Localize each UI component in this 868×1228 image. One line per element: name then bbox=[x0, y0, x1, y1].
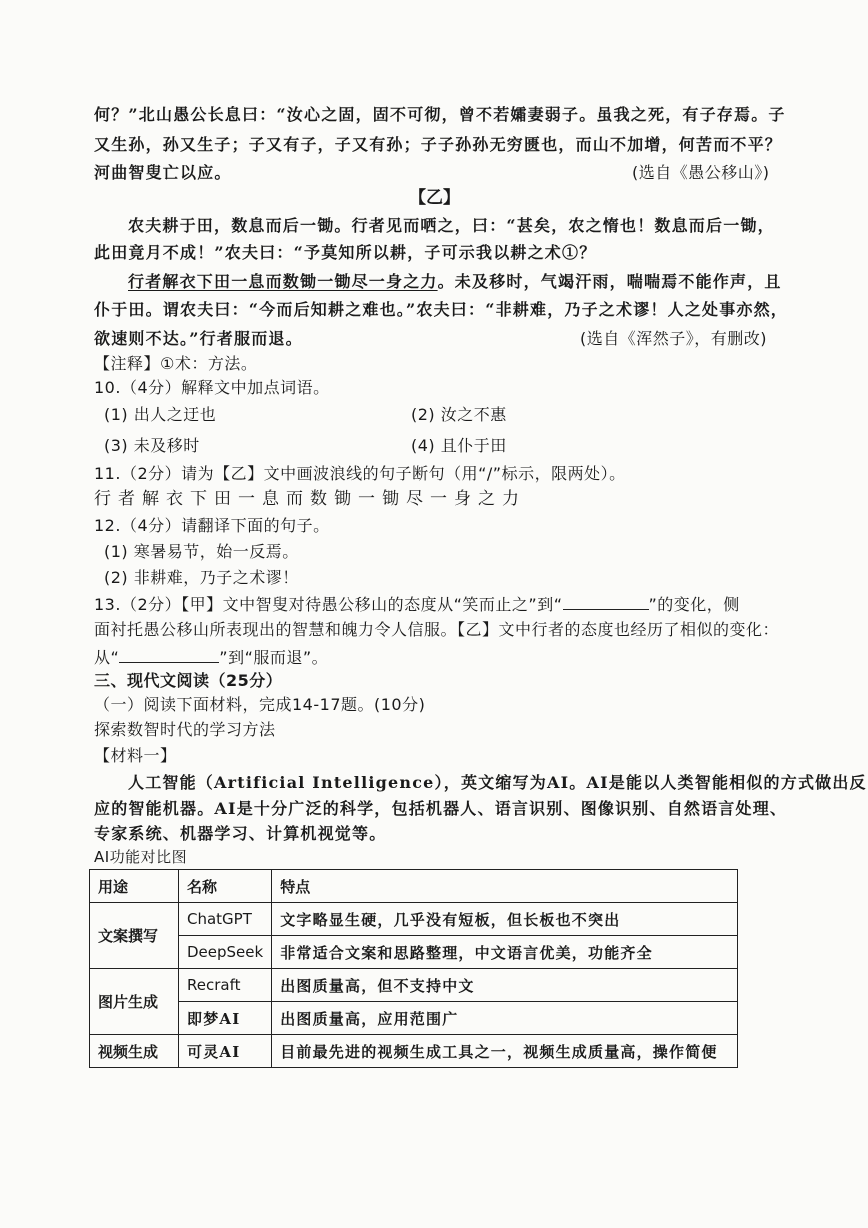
yi-p2-line-1: 行者解衣下田一息而数锄一锄尽一身之力。未及移时，气竭汗雨，喘喘焉不能作声，且 bbox=[128, 272, 782, 291]
yi-p1-line-1: 农夫耕于田，数息而后一锄。行者见而哂之，曰：“甚矣，农之惰也！数息而后一锄， bbox=[128, 216, 775, 235]
feature-cell: 出图质量高，但不支持中文 bbox=[272, 969, 738, 1002]
yi-p2-line-2: 仆于田。谓农夫曰：“今而后知耕之难也。”农夫曰：“非耕难，乃子之术谬！人之处事亦然， bbox=[94, 300, 789, 319]
wavy-underlined-sentence: 行者解衣下田一息而数锄一锄尽一身之力 bbox=[128, 272, 438, 291]
name-cell: ChatGPT bbox=[179, 903, 272, 936]
answer-blank-2[interactable] bbox=[119, 646, 219, 663]
jia-text-line-3: 河曲智叟亡以应。 bbox=[94, 163, 232, 182]
section-3-sub: （一）阅读下面材料，完成14-17题。(10分) bbox=[94, 695, 426, 714]
name-cell: 即梦AI bbox=[179, 1002, 272, 1035]
q12-item-1: (1) 寒暑易节，始一反焉。 bbox=[104, 542, 299, 561]
yi-header: 【乙】 bbox=[409, 188, 460, 208]
jia-source: (选自《愚公移山》) bbox=[632, 163, 770, 182]
header-feature: 特点 bbox=[272, 870, 738, 903]
q10-item-1: (1) 出人之迂也 bbox=[104, 405, 217, 424]
yi-p1-line-2: 此田竟月不成！”农夫曰：“予莫知所以耕，子可示我以耕之术①？ bbox=[94, 243, 597, 262]
name-cell: 可灵AI bbox=[179, 1035, 272, 1068]
q10-item-3: (3) 未及移时 bbox=[104, 436, 200, 455]
ai-comparison-table bbox=[89, 869, 738, 1068]
material-1-line-3: 专家系统、机器学习、计算机视觉等。 bbox=[94, 824, 387, 843]
use-cell: 文案撰写 bbox=[90, 903, 179, 969]
header-name: 名称 bbox=[179, 870, 272, 903]
table-header-row bbox=[90, 870, 738, 903]
header-use: 用途 bbox=[90, 870, 179, 903]
table-row bbox=[90, 903, 738, 936]
yi-p2-line-3: 欲速则不达。”行者服而退。 bbox=[94, 329, 303, 348]
yi-source: (选自《浑然子》，有删改) bbox=[580, 329, 767, 348]
table-row bbox=[90, 1035, 738, 1068]
annotation-note: 【注释】①术：方法。 bbox=[94, 354, 258, 373]
q13-line-1: 13.（2分）【甲】文中智叟对待愚公移山的态度从“笑而止之”到“ ”的变化，侧 bbox=[94, 595, 740, 614]
section-3-title: 三、现代文阅读（25分） bbox=[94, 671, 283, 690]
q11-stem: 11.（2分）请为【乙】文中画波浪线的句子断句（用“/”标示，限两处）。 bbox=[94, 464, 626, 483]
table-row bbox=[90, 1002, 738, 1035]
jia-text-line-1: 何？”北山愚公长息曰：“汝心之固，固不可彻，曾不若孀妻弱子。虽我之死，有子存焉。子 bbox=[94, 105, 786, 124]
q13-line-3: 从“ ”到“服而退”。 bbox=[94, 648, 329, 667]
use-cell: 图片生成 bbox=[90, 969, 179, 1035]
q13-line-2: 面衬托愚公移山所表现出的智慧和魄力令人信服。【乙】文中行者的态度也经历了相似的变化： bbox=[94, 620, 780, 639]
material-1-label: 【材料一】 bbox=[94, 746, 177, 765]
feature-cell: 目前最先进的视频生成工具之一，视频生成质量高，操作简便 bbox=[272, 1035, 738, 1068]
q10-item-2: (2) 汝之不惠 bbox=[411, 405, 507, 424]
feature-cell: 非常适合文案和思路整理，中文语言优美，功能齐全 bbox=[272, 936, 738, 969]
table-row bbox=[90, 936, 738, 969]
q10-item-4: (4) 且仆于田 bbox=[411, 436, 507, 455]
q12-item-2: (2) 非耕难，乃子之术谬！ bbox=[104, 568, 299, 587]
answer-blank-1[interactable] bbox=[563, 593, 649, 610]
material-1-line-1: 人工智能（Artificial Intelligence），英文缩写为AI。AI是能以人类智能相似的方式做出反 bbox=[128, 773, 867, 792]
material-1-line-2: 应的智能机器。AI是十分广泛的科学，包括机器人、语言识别、图像识别、自然语言处理、 bbox=[94, 799, 788, 818]
use-cell: 视频生成 bbox=[90, 1035, 179, 1068]
jia-text-line-2: 又生孙，孙又生子；子又有子，子又有孙；子子孙孙无穷匮也，而山不加增，何苦而不平？ bbox=[94, 135, 783, 154]
feature-cell: 出图质量高，应用范围广 bbox=[272, 1002, 738, 1035]
q12-stem: 12.（4分）请翻译下面的句子。 bbox=[94, 516, 330, 535]
q10-stem: 10.（4分）解释文中加点词语。 bbox=[94, 378, 330, 397]
name-cell: Recraft bbox=[179, 969, 272, 1002]
article-title: 探索数智时代的学习方法 bbox=[94, 720, 276, 739]
feature-cell: 文字略显生硬，几乎没有短板，但长板也不突出 bbox=[272, 903, 738, 936]
table-row bbox=[90, 969, 738, 1002]
q11-sentence: 行者解衣下田一息而数锄一锄尽一身之力 bbox=[94, 489, 526, 509]
table-caption: AI功能对比图 bbox=[94, 848, 188, 866]
name-cell: DeepSeek bbox=[179, 936, 272, 969]
